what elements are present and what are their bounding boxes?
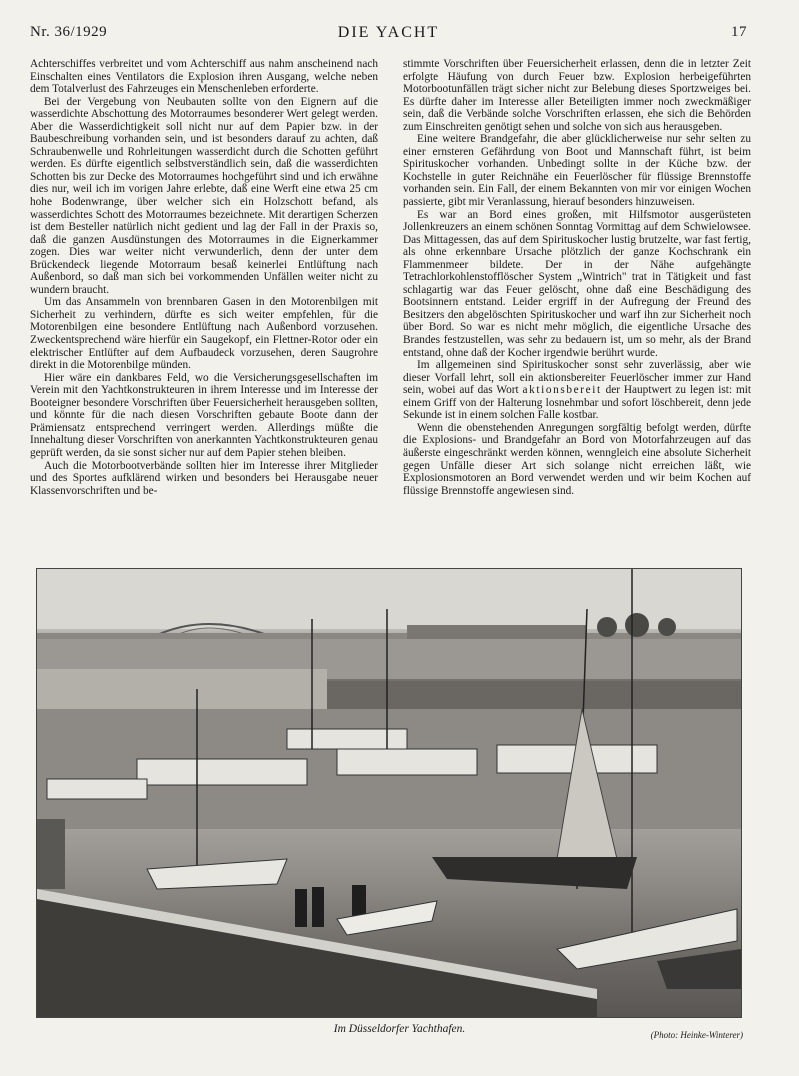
photo-credit: (Photo: Heinke-Winterer) <box>650 1030 743 1040</box>
paragraph <box>403 359 751 422</box>
magazine-title: DIE YACHT <box>337 24 440 41</box>
left-column <box>30 58 378 538</box>
paragraph-text: der Hauptwert zu legen ist: mit einem Griff von der Halterung losnehmbar und sofort löschbereit, denn jede Sekunde ist in einem solchen Falle kostbar. <box>403 384 752 422</box>
page-number: 17 <box>731 24 747 40</box>
page-header <box>30 24 747 46</box>
issue-number: Nr. 36/1929 <box>30 24 108 40</box>
harbor-photo-drawing <box>37 569 741 1017</box>
photo-caption: Im Düsseldorfer Yachthafen. <box>333 1023 466 1035</box>
paragraph: Um das Ansammeln von brennbaren Gasen in den Motorenbilgen mit Sicherheit zu verhindern, dürfte es sich weiter empfehlen, für die Motorenbilgen eine besondere Entlüftung nach Außenbord vorzusehen. Zweckentsprechend wäre hierfür ein Saugekopf, ein Flettner-Rotor oder ein elektrischer Entlüfter auf dem Aufbaudeck vorzusehen, deren Saugrohre direkt in die Motorenbilge münden. <box>30 296 378 372</box>
harbor-photo <box>36 568 742 1018</box>
article-body <box>30 58 751 538</box>
paragraph: Eine weitere Brandgefahr, die aber glücklicherweise nur sehr selten zu einer ernsteren Gefährdung von Boot und Mannschaft führt, ist beim Spirituskocher vorhanden. Unbedingt sollte in der Küche bzw. der Kochstelle in guter Reichnähe ein Feuerlöscher für flüssige Brennstoffe vorhanden sein. Ein Fall, der einem Bekannten von mir vor einigen Wochen passierte, gibt mir Veranlassung, hierauf besonders hinzuweisen. <box>403 133 751 209</box>
paragraph: Hier wäre ein dankbares Feld, wo die Versicherungsgesellschaften im Verein mit den Yachtkonstrukteuren in ihrem Interesse und im Interesse der Booteigner besondere Vorschriften über Feuersicherheit herausgeben sollten, und könnte für die nach diesen Vorschriften gebaute Boote dann der Prämiensatz entsprechend verringert werden. Allerdings müßte die Innehaltung dieser Vorschriften von anerkannten Yachtkonstrukteuren genau geprüft werden, da sie sonst sicher nur auf dem Papier stehen bleiben. <box>30 371 378 459</box>
paragraph: stimmte Vorschriften über Feuersicherheit erlassen, denn die in letzter Zeit erfolgte Häufung von durch Feuer bzw. Explosion herbeigeführten Motorbootunfällen trägt sicher nicht zur Belebung dieses Sportzweiges bei. Es dürfte daher im Interesse aller Beteiligten immer noch zweckmäßiger sein, daß die Verbände solche Vorschriften erlassen, ehe sich die Behörden zum Einschreiten genötigt sehen und solche von sich aus herausgeben. <box>403 58 751 133</box>
paragraph: Achterschiffes verbreitet und vom Achterschiff aus nahm anscheinend nach Einschalten eines Ventilators die Explosion ihren Ausgang, welche neben dem Totalverlust des Fahrzeuges ein Menschenleben erforderte. <box>30 58 378 96</box>
right-column <box>403 58 751 538</box>
paragraph: Wenn die obenstehenden Anregungen sorgfältig befolgt werden, dürfte die Explosions- und Brandgefahr an Bord von Motorfahrzeugen auf das äußerste eingeschränkt werden können, wenngleich eine absolute Sicherheit gegen Unfälle dieser Art sich solange nicht erreichen läßt, wie Explosionsmotoren an Bord verwendet werden und wir beim Kochen auf flüssige Brennstoffe angewiesen sind. <box>403 421 751 497</box>
paragraph-text: Im allgemeinen sind Spirituskocher sonst sehr zuverlässig, aber wie dieser Vorfall lehrt, soll ein aktionsbereiter Feuerlöscher immer zur Hand sein, wobei auf das Wort <box>403 359 751 397</box>
paragraph: Es war an Bord eines großen, mit Hilfsmotor ausgerüsteten Jollenkreuzers an einem schönen Sonntag Vormittag auf dem Schwielowsee. Das Mittagessen, das auf dem Spirituskocher lustig brutzelte, war fast fertig, als ohne erkennbare Ursache plötzlich der ganze Kochschrank ein Flammenmeer bildete. Der in der Nähe aufgehängte Tetrachlorkohlenstofflöscher System „Wintrich" trat in Tätigkeit und fast schlagartig war das Feuer gelöscht, ohne daß eine Beschädigung des Bootsinnern entstand. Leider ergriff in der Aufregung der Freund des Besitzers den abgelöschten Spirituskocher und warf ihn zur Sicherheit noch über Bord. So war es nicht mehr möglich, die eigentliche Ursache des Brandes festzustellen, was sehr zu bedauern ist, um so mehr, als der Brand entstand, ohne daß der Kocher irgendwie berührt wurde. <box>403 208 751 359</box>
emphasized-word: aktionsbereit <box>522 384 602 397</box>
paragraph: Bei der Vergebung von Neubauten sollte von den Eignern auf die wasserdichte Abschottung des Motorraumes besonderer Wert gelegt werden. Aber die Wasserdichtigkeit soll nicht nur auf dem Papier bzw. in der Baubeschreibung vorhanden sein, und ist besonders darauf zu achten, daß Schraubenwelle und Rohrleitungen wasserdicht durch die Schotten geführt werden. Es dürfte eigentlich selbstverständlich sein, daß die wasserdichten Schotten bis zur Decke des Motorraumes hochgeführt sind und ich erwähne dies nur, weil ich im vorigen Jahre erlebte, daß eine Werft eine etwa 25 cm hohe Bodenwrange, über welcher sich ein Holzschott befand, als wasserdichtes Schott des Motorraumes bezeichnete. Mit derartigen Scherzen ist dem Besteller natürlich nicht gedient und lag der Fall in der Praxis so, daß die ganzen Ausdünstungen des Motorraumes in die Eignerkammer zogen. Dies war weiter nicht verwunderlich, denn der unter dem Brückendeck liegende Motorraum besaß keinerlei Entlüftung nach Außenbord, so daß man sich bei vorkommenden Unfällen weiter nicht zu wundern braucht. <box>30 95 378 296</box>
paragraph: Auch die Motorbootverbände sollten hier im Interesse ihrer Mitglieder und des Sportes aufklärend wirken und besonders bei Herausgabe neuer Klassenvorschriften und be- <box>30 459 378 497</box>
